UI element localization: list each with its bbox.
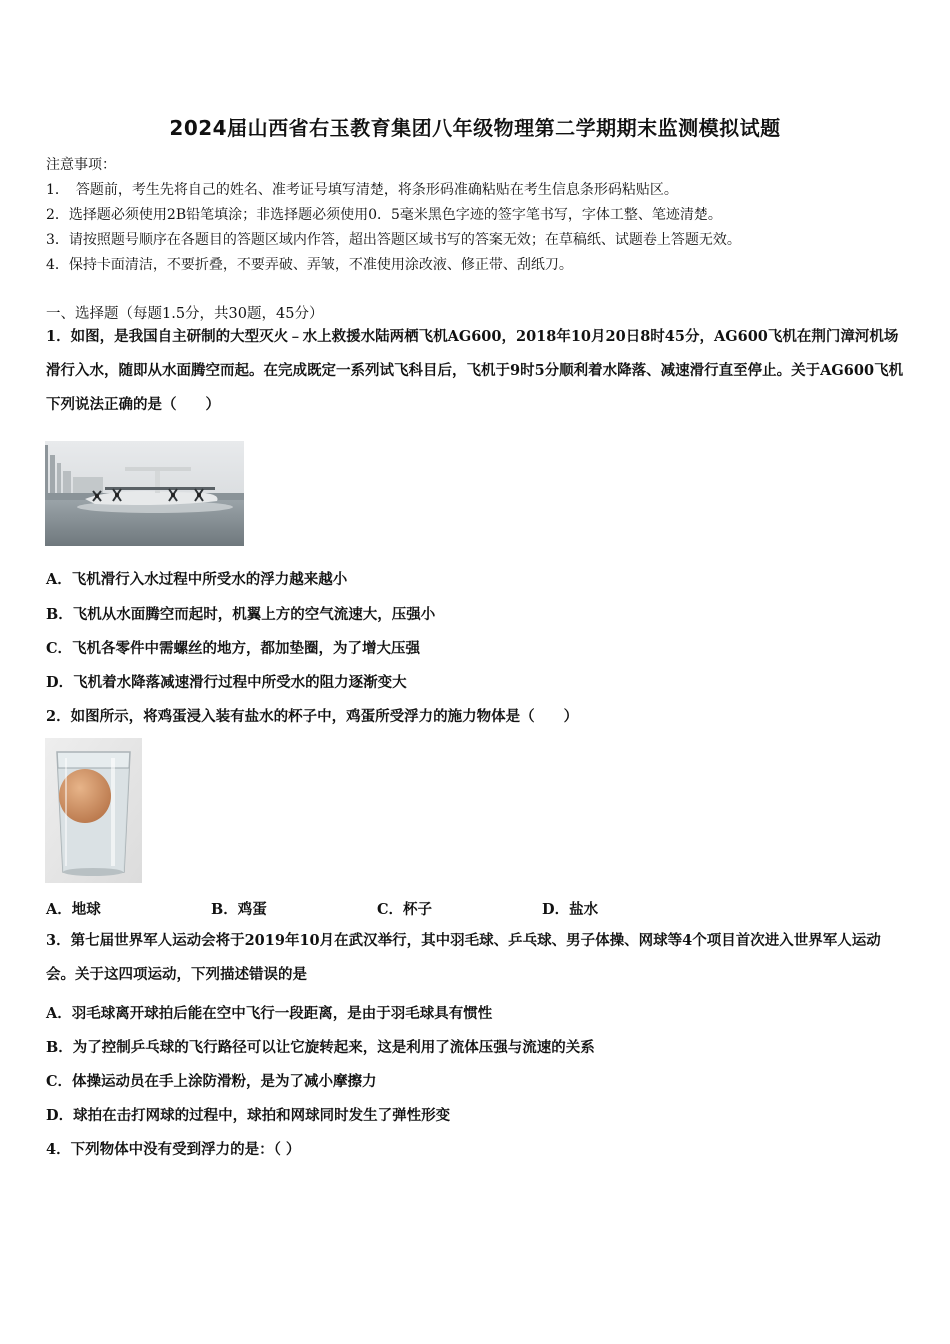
- section-heading: 一、选择题（每题1.5分，共30题，45分）: [46, 306, 324, 322]
- question-2-stem: 2．如图所示，将鸡蛋浸入装有盐水的杯子中，鸡蛋所受浮力的施力物体是（ ）: [46, 708, 579, 725]
- question-1-stem: 1．如图，是我国自主研制的大型灭火﹣水上救援水陆两栖飞机AG600，2018年10月20日8时45分，AG600飞机在荆门漳河机场滑行入水，随即从水面腾空而起。在完成既定一系列试飞科目后，飞机于9时5分顺利着水降落、减速滑行直至停止。关于AG600飞机下列说法正确的是（ ）: [46, 328, 904, 413]
- question-2-option-a: A．地球: [46, 901, 101, 918]
- question-3-stem: 3．第七届世界军人运动会将于2019年10月在武汉举行，其中羽毛球、乒乓球、男子体操、网球等4个项目首次进入世界军人运动会。关于这四项运动，下列描述错误的是: [46, 932, 881, 983]
- question-3-option-d: D．球拍在击打网球的过程中，球拍和网球同时发生了弹性形变: [46, 1107, 451, 1124]
- notice-item: 2．选择题必须使用2B铅笔填涂；非选择题必须使用0．5毫米黑色字迹的签字笔书写，字体工整、笔迹清楚。: [46, 207, 722, 223]
- notice-item: 3．请按照题号顺序在各题目的答题区域内作答，超出答题区域书写的答案无效；在草稿纸、试题卷上答题无效。: [46, 232, 741, 248]
- question-1-option-b: B．飞机从水面腾空而起时，机翼上方的空气流速大，压强小: [46, 606, 436, 623]
- page-title: 2024届山西省右玉教育集团八年级物理第二学期期末监测模拟试题: [169, 116, 781, 140]
- egg-glass-image: [45, 738, 142, 883]
- egg-glass-photo: [45, 738, 142, 883]
- notice-heading: 注意事项：: [46, 157, 116, 173]
- notice-item: 1． 答题前，考生先将自己的姓名、准考证号填写清楚，将条形码准确粘贴在考生信息条形码粘贴区。: [46, 182, 678, 198]
- seaplane-image: [45, 441, 244, 546]
- question-2-option-b: B．鸡蛋: [211, 901, 267, 918]
- question-1-option-c: C．飞机各零件中需螺丝的地方，都加垫圈，为了增大压强: [46, 640, 421, 657]
- question-1-option-d: D．飞机着水降落减速滑行过程中所受水的阻力逐渐变大: [46, 674, 407, 691]
- question-1-option-a: A．飞机滑行入水过程中所受水的浮力越来越小: [46, 571, 348, 588]
- question-2-option-d: D．盐水: [542, 901, 599, 918]
- notice-item: 4．保持卡面清洁，不要折叠，不要弄破、弄皱，不准使用涂改液、修正带、刮纸刀。: [46, 257, 573, 273]
- question-4-stem: 4．下列物体中没有受到浮力的是：（ ）: [46, 1141, 301, 1158]
- question-2-option-c: C．杯子: [377, 901, 433, 918]
- seaplane-photo: [45, 441, 244, 546]
- question-3-option-a: A．羽毛球离开球拍后能在空中飞行一段距离，是由于羽毛球具有惯性: [46, 1005, 493, 1022]
- question-3-option-b: B．为了控制乒乓球的飞行路径可以让它旋转起来，这是利用了流体压强与流速的关系: [46, 1039, 595, 1056]
- question-3-option-c: C．体操运动员在手上涂防滑粉，是为了减小摩擦力: [46, 1073, 377, 1090]
